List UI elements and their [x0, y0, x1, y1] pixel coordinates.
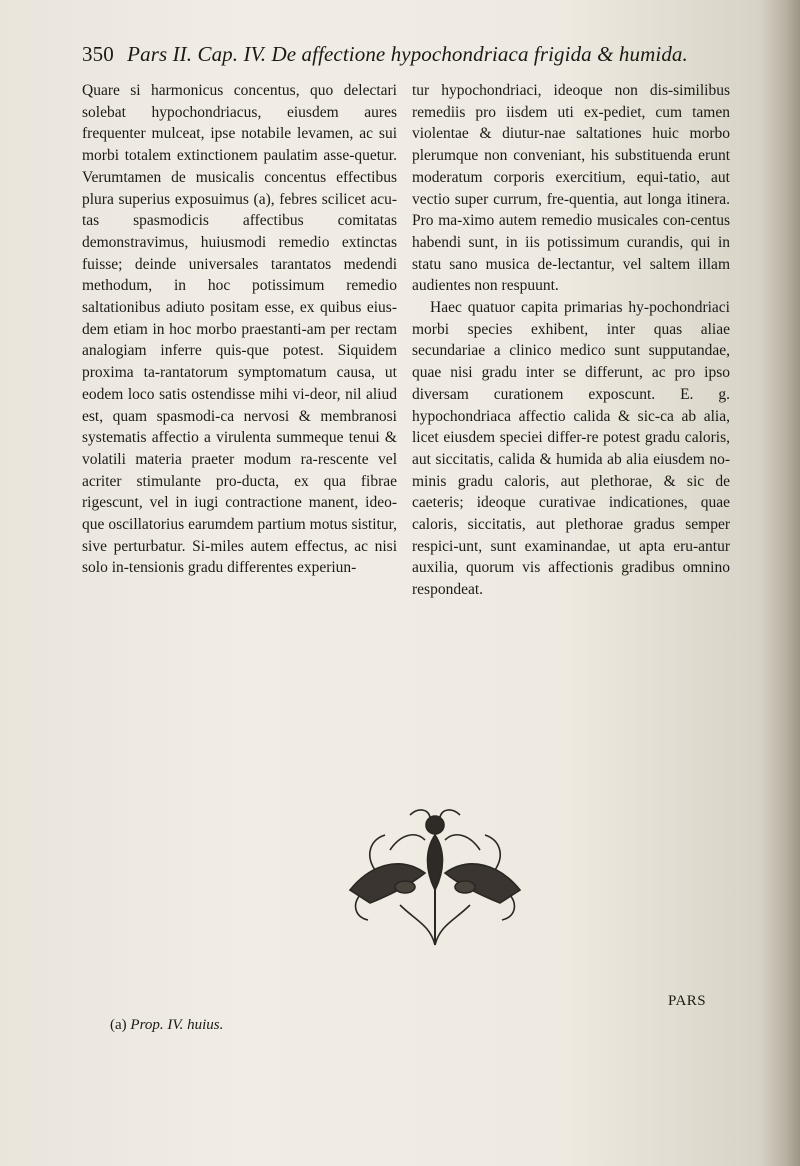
right-text-column	[412, 80, 730, 601]
running-title: Pars II. Cap. IV. De affectione hypochondriaca frigida & humida.	[127, 42, 688, 66]
page-edge-shadow	[762, 0, 800, 1166]
footnote-marker: (a)	[110, 1017, 127, 1033]
paragraph: tur hypochondriaci, ideoque non dis-similibus remediis pro iisdem uti ex-pediet, cum tamen violentae & diutur-nae saltationes huic morbo plerumque non conveniant, his substituenda erunt moderatum corporis exercitium, equi-tatio, aut vectio super currum, fre-quentia, aut longa itinera. Pro ma-ximo autem remedio musicales con-centus habendi sunt, in iis potissimum curandis, qui in statu sano musica de-lectantur, vel saltem illam audientes non respuunt.	[412, 82, 730, 295]
paragraph: Haec quatuor capita primarias hy-pochondriaci morbi species exhibent, inter quas aliae secundariae a clinico medico sunt supputandae, quae nisi gradu inter se differunt, ac pro ipso diversam curationem exposcunt. E. g. hypochondriaca affectio calida & sic-ca ab alia, licet eiusdem speciei differ-re potest gradu caloris, aut siccitatis, calida & humida ab alia eiusdem no-minis gradu caloris, aut plethorae, & sic de caeteris; ideoque curativae indicationes, quae caloris, siccitatis, aut plethorae gradus semper respici-unt, sunt examinandae, ut apta eru-antur auxilia, quorum vis affectionis gradibus omnino respondeat.	[412, 299, 730, 599]
footnote-text: Prop. IV. huius.	[130, 1017, 224, 1033]
page-number: 350	[82, 42, 114, 66]
paragraph: Quare si harmonicus concentus, quo delectari solebat hypochondriacus, eiusdem aures frequenter mulceat, ipse notabile levamen, ac sui morbi totalem extinctionem paulatim asse-quetur. Verumtamen de musicalis concentus effectibus plura superius exposuimus (a), febres scilicet acu-tas spasmodicis affectibus comitatas demonstravimus, huiusmodi remedio extinctas fuisse; deinde universales tarantatos medendi methodum, in hoc potissimum remedio saltationibus adiuto positam esse, ex quibus eius-dem etiam in hoc morbo praestanti-am per rectam analogiam inferre quis-que potest. Siquidem proxima ta-rantatorum symptomatum causa, ut eodem loco satis ostendisse mihi vi-deor, nil aliud est, quam spasmodi-ca nervosi & membranosi systematis affectio a virulenta summeque tenui & volatili materia praeter modum ra-rescente vel acriter stimulante pro-ducta, ex qua fibrae rigescunt, vel in iugi contractione manent, ideo-que oscillatorius earumdem partium motus sistitur, sive perturbatur. Si-miles autem effectus, ac nisi solo in-tensionis gradu differentes experiun-	[82, 82, 397, 577]
vignette-ornament	[330, 795, 540, 950]
footnote	[110, 1017, 310, 1034]
left-text-column	[82, 80, 397, 579]
catchword: PARS	[668, 993, 707, 1009]
running-header	[82, 42, 732, 74]
